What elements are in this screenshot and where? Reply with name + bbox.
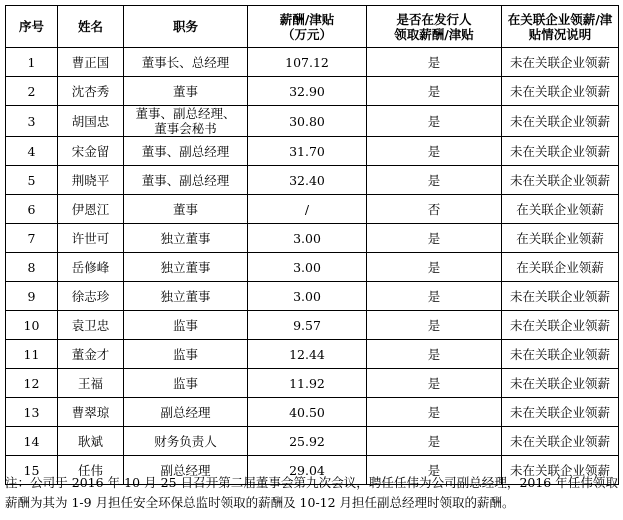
cell-name: 任伟 — [58, 456, 124, 485]
cell-name: 曹翠琼 — [58, 398, 124, 427]
cell-compensation: 32.90 — [248, 77, 367, 106]
cell-position: 独立董事 — [124, 224, 248, 253]
cell-position: 董事、副总经理、 董事会秘书 — [124, 106, 248, 137]
cell-index: 4 — [6, 137, 58, 166]
cell-name: 袁卫忠 — [58, 311, 124, 340]
header-name: 姓名 — [58, 6, 124, 48]
cell-index: 2 — [6, 77, 58, 106]
cell-paid-by-issuer: 是 — [367, 48, 502, 77]
cell-paid-by-issuer: 是 — [367, 398, 502, 427]
cell-position: 副总经理 — [124, 456, 248, 485]
cell-affiliate-note: 未在关联企业领薪 — [502, 166, 619, 195]
cell-index: 5 — [6, 166, 58, 195]
cell-index: 12 — [6, 369, 58, 398]
cell-index: 9 — [6, 282, 58, 311]
cell-paid-by-issuer: 是 — [367, 77, 502, 106]
cell-paid-by-issuer: 是 — [367, 456, 502, 485]
table-row — [6, 137, 619, 166]
cell-compensation: 3.00 — [248, 224, 367, 253]
cell-index: 3 — [6, 106, 58, 137]
cell-affiliate-note: 在关联企业领薪 — [502, 253, 619, 282]
cell-affiliate-note: 在关联企业领薪 — [502, 195, 619, 224]
cell-paid-by-issuer: 是 — [367, 369, 502, 398]
cell-position: 财务负责人 — [124, 427, 248, 456]
cell-compensation: 3.00 — [248, 282, 367, 311]
cell-compensation: 107.12 — [248, 48, 367, 77]
table-row — [6, 224, 619, 253]
cell-compensation: 30.80 — [248, 106, 367, 137]
cell-index: 13 — [6, 398, 58, 427]
cell-compensation: / — [248, 195, 367, 224]
cell-paid-by-issuer: 否 — [367, 195, 502, 224]
table-row — [6, 253, 619, 282]
cell-paid-by-issuer: 是 — [367, 166, 502, 195]
cell-name: 董金才 — [58, 340, 124, 369]
table-row — [6, 48, 619, 77]
cell-affiliate-note: 未在关联企业领薪 — [502, 398, 619, 427]
cell-index: 6 — [6, 195, 58, 224]
cell-name: 徐志珍 — [58, 282, 124, 311]
header-compensation: 薪酬/津贴 （万元） — [248, 6, 367, 48]
cell-index: 8 — [6, 253, 58, 282]
table-row — [6, 369, 619, 398]
cell-index: 11 — [6, 340, 58, 369]
cell-affiliate-note: 未在关联企业领薪 — [502, 282, 619, 311]
cell-name: 沈杏秀 — [58, 77, 124, 106]
header-paid-by-issuer: 是否在发行人 领取薪酬/津贴 — [367, 6, 502, 48]
header-index: 序号 — [6, 6, 58, 48]
cell-paid-by-issuer: 是 — [367, 253, 502, 282]
cell-index: 14 — [6, 427, 58, 456]
cell-paid-by-issuer: 是 — [367, 106, 502, 137]
cell-affiliate-note: 未在关联企业领薪 — [502, 427, 619, 456]
table-row — [6, 398, 619, 427]
cell-name: 王福 — [58, 369, 124, 398]
cell-position: 董事、副总经理 — [124, 137, 248, 166]
cell-position: 副总经理 — [124, 398, 248, 427]
cell-position: 独立董事 — [124, 253, 248, 282]
cell-name: 宋金留 — [58, 137, 124, 166]
cell-position: 董事长、总经理 — [124, 48, 248, 77]
cell-name: 岳修峰 — [58, 253, 124, 282]
cell-name: 许世可 — [58, 224, 124, 253]
cell-compensation: 12.44 — [248, 340, 367, 369]
cell-index: 7 — [6, 224, 58, 253]
cell-affiliate-note: 未在关联企业领薪 — [502, 340, 619, 369]
table-row — [6, 166, 619, 195]
cell-compensation: 25.92 — [248, 427, 367, 456]
cell-affiliate-note: 未在关联企业领薪 — [502, 369, 619, 398]
cell-paid-by-issuer: 是 — [367, 137, 502, 166]
cell-name: 伊恩江 — [58, 195, 124, 224]
cell-affiliate-note: 在关联企业领薪 — [502, 224, 619, 253]
cell-compensation: 29.04 — [248, 456, 367, 485]
cell-paid-by-issuer: 是 — [367, 311, 502, 340]
cell-name: 曹正国 — [58, 48, 124, 77]
header-position: 职务 — [124, 6, 248, 48]
table-row — [6, 106, 619, 137]
cell-compensation: 32.40 — [248, 166, 367, 195]
cell-position: 监事 — [124, 369, 248, 398]
cell-position: 监事 — [124, 311, 248, 340]
cell-affiliate-note: 未在关联企业领薪 — [502, 77, 619, 106]
table-row — [6, 195, 619, 224]
cell-compensation: 9.57 — [248, 311, 367, 340]
cell-position: 董事、副总经理 — [124, 166, 248, 195]
cell-position: 董事 — [124, 77, 248, 106]
cell-position: 独立董事 — [124, 282, 248, 311]
cell-paid-by-issuer: 是 — [367, 340, 502, 369]
table-row — [6, 311, 619, 340]
table-row — [6, 340, 619, 369]
cell-name: 胡国忠 — [58, 106, 124, 137]
cell-paid-by-issuer: 是 — [367, 282, 502, 311]
cell-name: 荆晓平 — [58, 166, 124, 195]
cell-affiliate-note: 未在关联企业领薪 — [502, 137, 619, 166]
cell-affiliate-note: 未在关联企业领薪 — [502, 311, 619, 340]
cell-index: 15 — [6, 456, 58, 485]
cell-affiliate-note: 未在关联企业领薪 — [502, 456, 619, 485]
footnote: 注：公司于 2016 年 10 月 25 日召开第二届董事会第九次会议，聘任任伟为公司副总经理，2016 年任伟领取薪酬为其为 1-9 月担任安全环保总监时领取的薪酬及 10-12 月担任副总经理时领取的薪酬。 — [5, 475, 618, 510]
cell-index: 10 — [6, 311, 58, 340]
cell-affiliate-note: 未在关联企业领薪 — [502, 48, 619, 77]
table-header-row — [6, 6, 619, 48]
cell-compensation: 3.00 — [248, 253, 367, 282]
table-row — [6, 282, 619, 311]
cell-affiliate-note: 未在关联企业领薪 — [502, 106, 619, 137]
header-affiliate-note: 在关联企业领薪/津 贴情况说明 — [502, 6, 619, 48]
cell-position: 董事 — [124, 195, 248, 224]
table-row — [6, 427, 619, 456]
cell-paid-by-issuer: 是 — [367, 224, 502, 253]
cell-name: 耿斌 — [58, 427, 124, 456]
table-body — [6, 48, 619, 485]
cell-compensation: 40.50 — [248, 398, 367, 427]
cell-compensation: 11.92 — [248, 369, 367, 398]
cell-index: 1 — [6, 48, 58, 77]
compensation-table — [5, 5, 619, 485]
cell-paid-by-issuer: 是 — [367, 427, 502, 456]
cell-position: 监事 — [124, 340, 248, 369]
table-row — [6, 77, 619, 106]
cell-compensation: 31.70 — [248, 137, 367, 166]
